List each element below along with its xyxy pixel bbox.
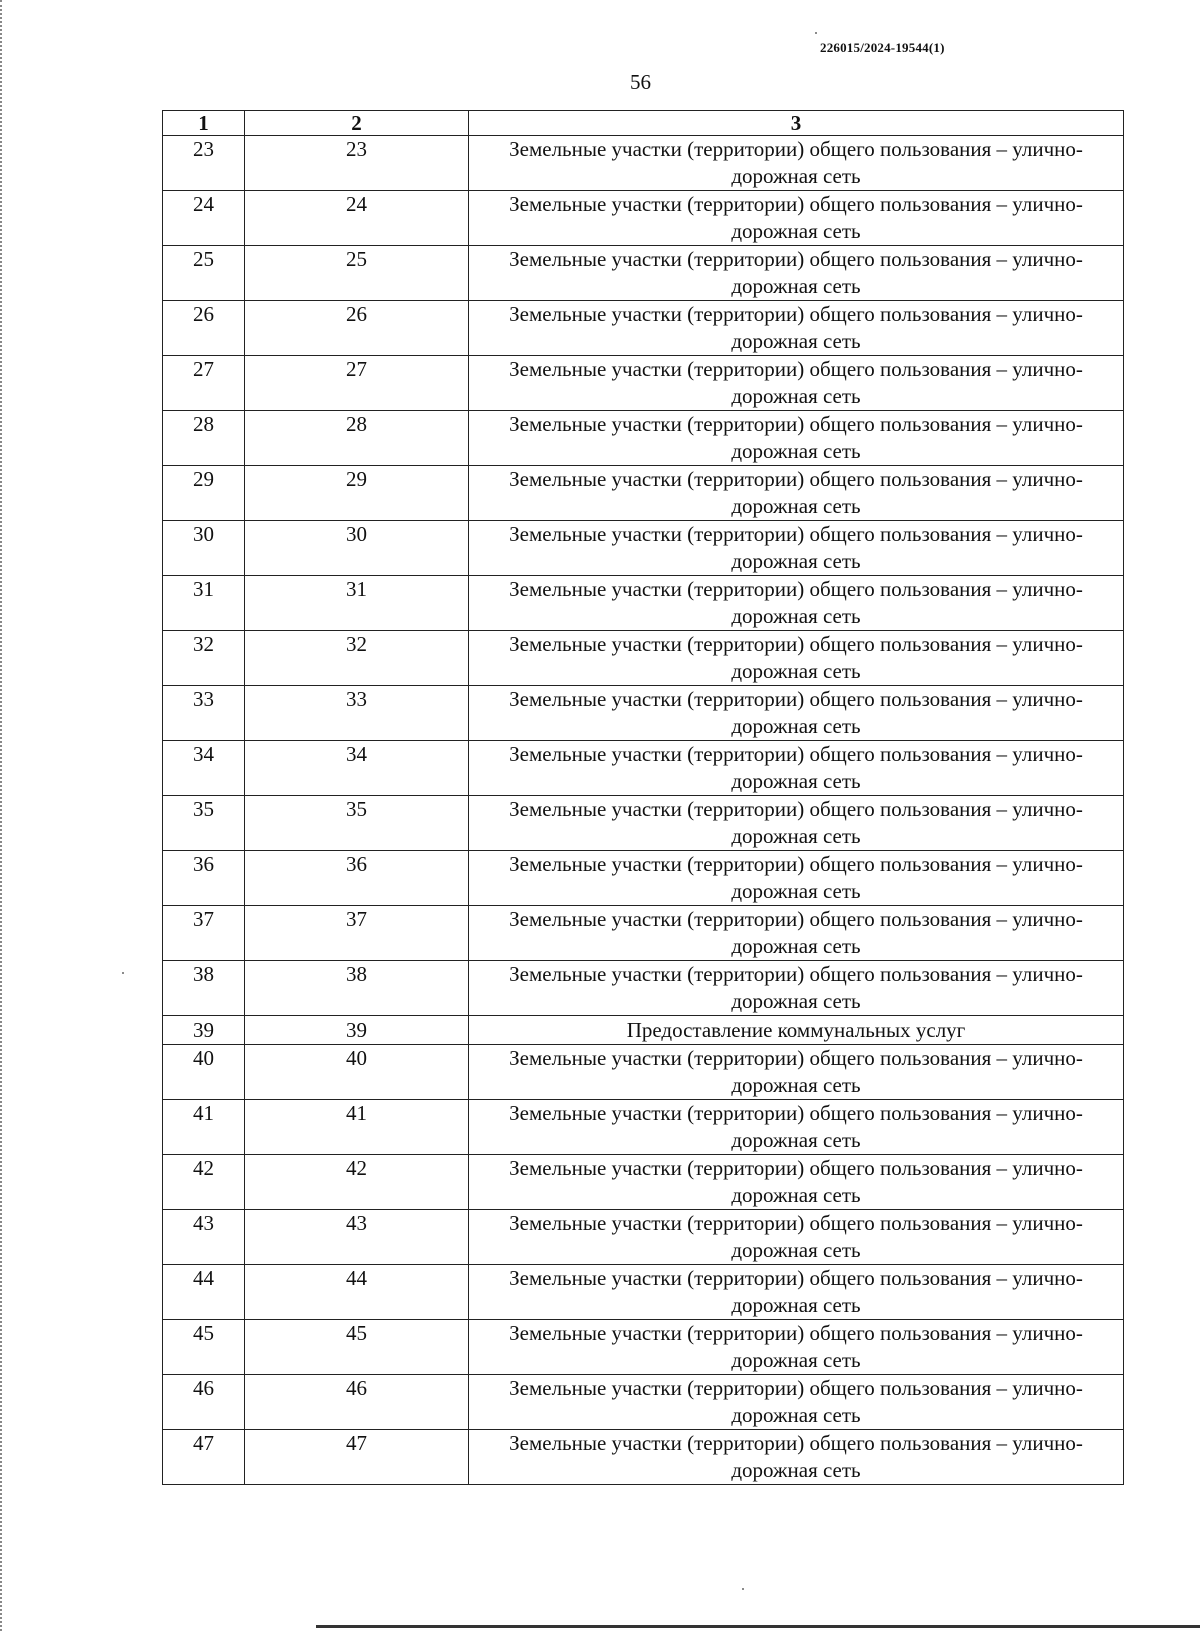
table-cell-c1: 39 — [163, 1016, 245, 1045]
table-cell-c2: 27 — [245, 356, 469, 411]
table-row — [163, 576, 1124, 631]
table-body — [163, 136, 1124, 1485]
table-cell-c2: 23 — [245, 136, 469, 191]
table-row — [163, 1320, 1124, 1375]
table-row — [163, 411, 1124, 466]
table-cell-c1: 37 — [163, 906, 245, 961]
table-cell-c3: Предоставление коммунальных услуг — [469, 1016, 1124, 1045]
scan-bottom-edge — [316, 1625, 1200, 1628]
table-cell-c2: 34 — [245, 741, 469, 796]
table-cell-c1: 42 — [163, 1155, 245, 1210]
table-cell-c2: 45 — [245, 1320, 469, 1375]
table-cell-c2: 31 — [245, 576, 469, 631]
table-row — [163, 356, 1124, 411]
table-row — [163, 136, 1124, 191]
scan-speck — [122, 972, 124, 974]
table-row — [163, 301, 1124, 356]
table-cell-c2: 42 — [245, 1155, 469, 1210]
table-row — [163, 1016, 1124, 1045]
table-cell-c1: 28 — [163, 411, 245, 466]
scan-left-edge — [0, 0, 4, 1631]
page-number: 56 — [630, 70, 651, 94]
table-cell-c3: Земельные участки (территории) общего пользования – улично-дорожная сеть — [469, 851, 1124, 906]
document-number: 226015/2024-19544(1) — [820, 40, 945, 55]
table-cell-c3: Земельные участки (территории) общего пользования – улично-дорожная сеть — [469, 1430, 1124, 1485]
table-cell-c3: Земельные участки (территории) общего пользования – улично-дорожная сеть — [469, 356, 1124, 411]
table-cell-c1: 38 — [163, 961, 245, 1016]
scan-speck — [815, 32, 817, 34]
table-cell-c3: Земельные участки (территории) общего пользования – улично-дорожная сеть — [469, 1045, 1124, 1100]
table-cell-c2: 46 — [245, 1375, 469, 1430]
land-use-table — [162, 110, 1124, 1485]
table-row — [163, 1045, 1124, 1100]
table-cell-c2: 43 — [245, 1210, 469, 1265]
table-header-row — [163, 111, 1124, 136]
table-row — [163, 961, 1124, 1016]
table-cell-c2: 32 — [245, 631, 469, 686]
table-row — [163, 741, 1124, 796]
table-cell-c1: 44 — [163, 1265, 245, 1320]
table-cell-c2: 44 — [245, 1265, 469, 1320]
table-cell-c1: 25 — [163, 246, 245, 301]
table-cell-c3: Земельные участки (территории) общего пользования – улично-дорожная сеть — [469, 1375, 1124, 1430]
table-cell-c2: 39 — [245, 1016, 469, 1045]
table-row — [163, 1100, 1124, 1155]
table-row — [163, 466, 1124, 521]
column-header-1: 1 — [163, 111, 245, 136]
table-cell-c1: 46 — [163, 1375, 245, 1430]
table-cell-c1: 34 — [163, 741, 245, 796]
table-cell-c2: 37 — [245, 906, 469, 961]
table-cell-c1: 33 — [163, 686, 245, 741]
table-cell-c1: 26 — [163, 301, 245, 356]
table-cell-c2: 29 — [245, 466, 469, 521]
table-cell-c3: Земельные участки (территории) общего пользования – улично-дорожная сеть — [469, 136, 1124, 191]
table-cell-c3: Земельные участки (территории) общего пользования – улично-дорожная сеть — [469, 741, 1124, 796]
column-header-3: 3 — [469, 111, 1124, 136]
table-cell-c2: 25 — [245, 246, 469, 301]
table-cell-c3: Земельные участки (территории) общего пользования – улично-дорожная сеть — [469, 906, 1124, 961]
table-cell-c3: Земельные участки (территории) общего пользования – улично-дорожная сеть — [469, 191, 1124, 246]
table-cell-c1: 23 — [163, 136, 245, 191]
scan-speck — [742, 1588, 744, 1590]
table-row — [163, 686, 1124, 741]
table-row — [163, 246, 1124, 301]
table-row — [163, 191, 1124, 246]
table-cell-c3: Земельные участки (территории) общего пользования – улично-дорожная сеть — [469, 631, 1124, 686]
table-cell-c1: 31 — [163, 576, 245, 631]
table-row — [163, 521, 1124, 576]
table-cell-c3: Земельные участки (территории) общего пользования – улично-дорожная сеть — [469, 796, 1124, 851]
table-cell-c3: Земельные участки (территории) общего пользования – улично-дорожная сеть — [469, 521, 1124, 576]
table-cell-c2: 28 — [245, 411, 469, 466]
table-cell-c2: 36 — [245, 851, 469, 906]
table-cell-c2: 41 — [245, 1100, 469, 1155]
table-cell-c3: Земельные участки (территории) общего пользования – улично-дорожная сеть — [469, 246, 1124, 301]
table-cell-c3: Земельные участки (территории) общего пользования – улично-дорожная сеть — [469, 576, 1124, 631]
table-cell-c2: 30 — [245, 521, 469, 576]
table-row — [163, 1430, 1124, 1485]
table-row — [163, 1265, 1124, 1320]
table-cell-c1: 35 — [163, 796, 245, 851]
table-cell-c3: Земельные участки (территории) общего пользования – улично-дорожная сеть — [469, 466, 1124, 521]
table-cell-c1: 36 — [163, 851, 245, 906]
table-row — [163, 631, 1124, 686]
table-cell-c1: 32 — [163, 631, 245, 686]
table-cell-c3: Земельные участки (территории) общего пользования – улично-дорожная сеть — [469, 1155, 1124, 1210]
table-row — [163, 1375, 1124, 1430]
table-cell-c1: 40 — [163, 1045, 245, 1100]
table-cell-c3: Земельные участки (территории) общего пользования – улично-дорожная сеть — [469, 686, 1124, 741]
table-cell-c1: 29 — [163, 466, 245, 521]
table-cell-c2: 47 — [245, 1430, 469, 1485]
table-row — [163, 906, 1124, 961]
column-header-2: 2 — [245, 111, 469, 136]
table-cell-c1: 43 — [163, 1210, 245, 1265]
table-cell-c3: Земельные участки (территории) общего пользования – улично-дорожная сеть — [469, 411, 1124, 466]
table-cell-c2: 24 — [245, 191, 469, 246]
table-cell-c3: Земельные участки (территории) общего пользования – улично-дорожная сеть — [469, 961, 1124, 1016]
table-row — [163, 851, 1124, 906]
table-cell-c1: 41 — [163, 1100, 245, 1155]
table-cell-c3: Земельные участки (территории) общего пользования – улично-дорожная сеть — [469, 1210, 1124, 1265]
table-cell-c3: Земельные участки (территории) общего пользования – улично-дорожная сеть — [469, 1100, 1124, 1155]
table-cell-c3: Земельные участки (территории) общего пользования – улично-дорожная сеть — [469, 1265, 1124, 1320]
table-cell-c3: Земельные участки (территории) общего пользования – улично-дорожная сеть — [469, 301, 1124, 356]
table-cell-c2: 40 — [245, 1045, 469, 1100]
table-row — [163, 1155, 1124, 1210]
table-cell-c1: 27 — [163, 356, 245, 411]
table-row — [163, 1210, 1124, 1265]
table-cell-c1: 24 — [163, 191, 245, 246]
table-cell-c1: 45 — [163, 1320, 245, 1375]
table-row — [163, 796, 1124, 851]
table-cell-c3: Земельные участки (территории) общего пользования – улично-дорожная сеть — [469, 1320, 1124, 1375]
table-cell-c2: 38 — [245, 961, 469, 1016]
table-cell-c2: 26 — [245, 301, 469, 356]
table-cell-c1: 30 — [163, 521, 245, 576]
table-cell-c2: 35 — [245, 796, 469, 851]
table-cell-c1: 47 — [163, 1430, 245, 1485]
table-cell-c2: 33 — [245, 686, 469, 741]
